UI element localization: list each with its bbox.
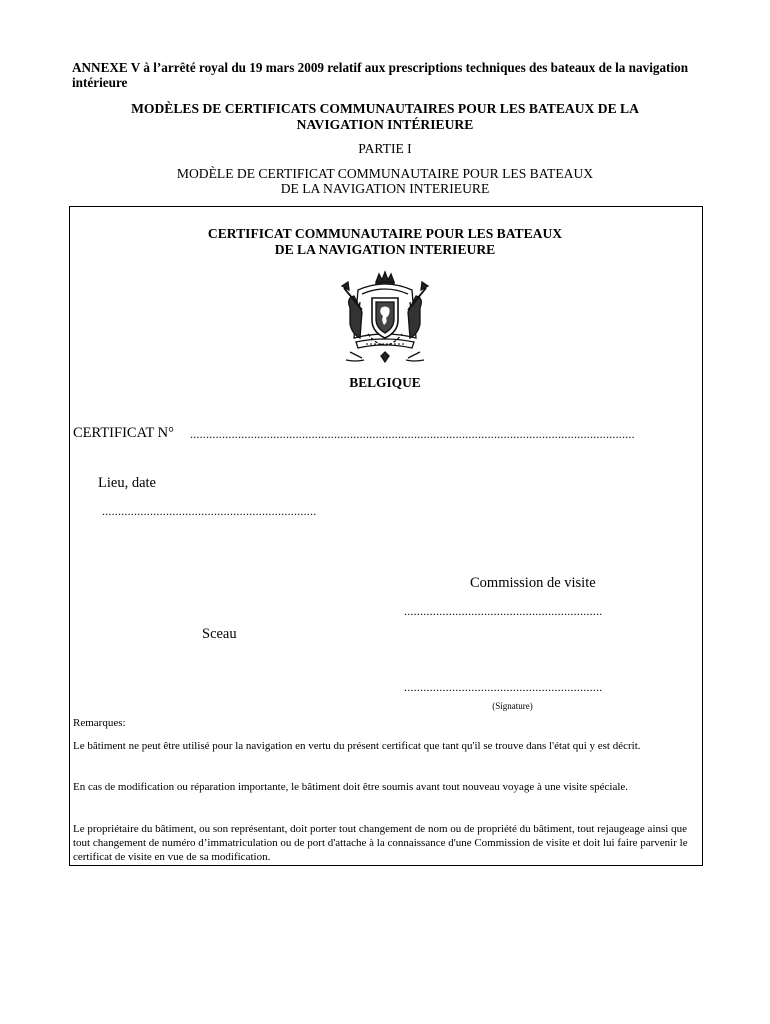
country-name: BELGIQUE [349, 375, 421, 390]
certificate-title-line-2: DE LA NAVIGATION INTERIEURE [274, 242, 496, 257]
commission-label: Commission de visite [470, 575, 596, 591]
remark-paragraph-3: Le propriétaire du bâtiment, ou son représentant, doit porter tout changement de nom ou de propriété du bâtiment, tout rejaugeage ainsi que tout changement de numéro d’immatriculation ou de port d'attache à la connaissance d'une Commission de visite et doit lui faire parvenir le certificat de visite en vue de sa modification. [73, 823, 688, 863]
place-date-label: Lieu, date [98, 475, 156, 491]
belgian-coat-of-arms-icon [336, 268, 434, 368]
certificate-number-field[interactable]: ........................................................................................................................................... [190, 427, 635, 441]
commission-field[interactable]: .............................................................. [404, 604, 603, 618]
models-title-line-1: MODÈLES DE CERTIFICATS COMMUNAUTAIRES POUR LES BATEAUX DE LA [131, 101, 639, 116]
certificate-title-line-1: CERTIFICAT COMMUNAUTAIRE POUR LES BATEAUX [207, 226, 563, 241]
part-heading: PARTIE I [358, 141, 412, 156]
signature-label: (Signature) [492, 701, 533, 711]
remark-paragraph-1: Le bâtiment ne peut être utilisé pour la navigation en vertu du présent certificat que tant qu'il se trouve dans l'état qui y est décrit. [73, 740, 641, 752]
remarks-label: Remarques: [73, 717, 126, 729]
model-subtitle-line-2: DE LA NAVIGATION INTERIEURE [280, 181, 490, 196]
annex-heading: ANNEXE V à l’arrêté royal du 19 mars 2009 relatif aux prescriptions techniques des bateaux de la navigation intérieure [72, 60, 689, 90]
models-title [70, 101, 700, 133]
models-title-line-2: NAVIGATION INTÉRIEURE [296, 117, 474, 132]
model-subtitle-line-1: MODÈLE DE CERTIFICAT COMMUNAUTAIRE POUR LES BATEAUX [176, 166, 594, 181]
signature-field[interactable]: .............................................................. [404, 680, 603, 694]
certificate-number-label: CERTIFICAT N° [73, 425, 174, 441]
seal-label: Sceau [202, 626, 237, 642]
place-date-field[interactable]: ................................................................... [102, 504, 317, 518]
certificate-title [70, 226, 700, 258]
model-subtitle [70, 166, 700, 196]
remark-paragraph-2: En cas de modification ou réparation importante, le bâtiment doit être soumis avant tout nouveau voyage à une visite spéciale. [73, 781, 629, 793]
